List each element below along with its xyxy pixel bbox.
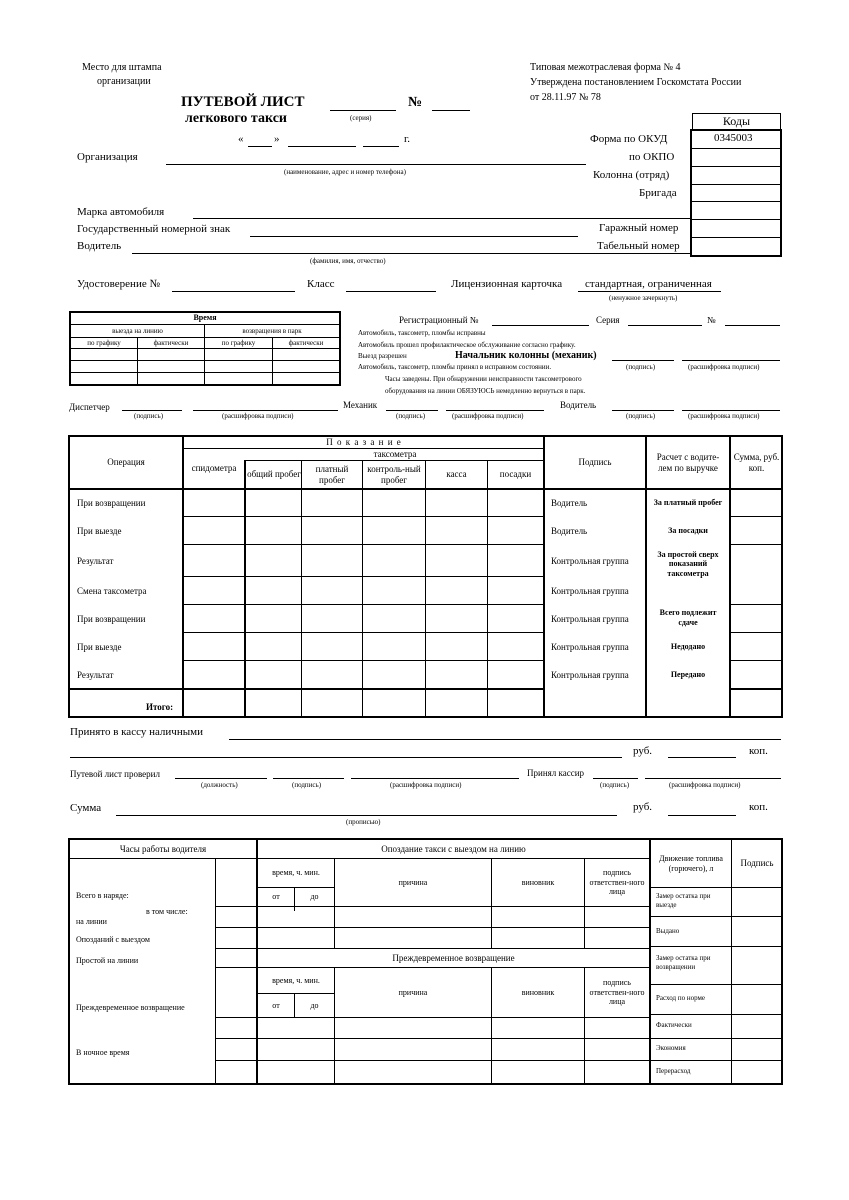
fuel-row-2: Выдано <box>656 927 680 935</box>
row-op-4: Смена таксометра <box>77 585 147 596</box>
service-line: Автомобиль прошел профилактическое обслуживание согласно графику. <box>358 341 576 349</box>
fuel-row-6: Экономия <box>656 1044 686 1052</box>
year-suffix: г. <box>404 133 411 145</box>
bottom-sign-header: Подпись <box>740 858 774 869</box>
cashier-decode[interactable] <box>645 778 781 779</box>
hours-row-5: Простой на линии <box>76 956 139 965</box>
sign-row-5: Контрольная группа <box>551 613 629 624</box>
license-card-caption: (ненужное зачеркнуть) <box>609 294 678 302</box>
late-header: Опоздание такси с выездом на линию <box>381 843 526 854</box>
hours-row-6: Преждевременное возвращение <box>76 1003 185 1012</box>
date-quote-open: « <box>238 133 244 145</box>
late-time: время, ч. мин. <box>272 868 320 878</box>
hours-row-1: Всего в наряде: <box>76 891 129 900</box>
okud-value: 0345003 <box>714 132 753 144</box>
row-op-6: При выезде <box>77 641 122 652</box>
doc-title: ПУТЕВОЙ ЛИСТ <box>181 94 305 110</box>
out-actual: фактически <box>153 338 189 347</box>
column-head-decode[interactable] <box>682 360 780 361</box>
driver-sign-label: Водитель <box>560 400 597 410</box>
codes-header: Коды <box>722 114 751 129</box>
checked-label: Путевой лист проверил <box>70 769 160 779</box>
hours-row-4: Опозданий с выездом <box>76 935 150 944</box>
sum-label: Сумма <box>70 802 102 814</box>
driver-decode-caption: (расшифровка подписи) <box>688 412 760 420</box>
dispatcher-sign[interactable] <box>122 410 182 411</box>
early-to: до <box>310 1000 319 1010</box>
ok-line: Автомобиль, таксометр, пломбы исправны <box>358 329 486 337</box>
row-op-5: При возвращении <box>77 613 146 624</box>
number-sign: № <box>408 95 423 110</box>
calc-row-2: За посадки <box>668 525 708 535</box>
checked-position-caption: (должность) <box>201 781 238 789</box>
column-head: Начальник колонны (механик) <box>455 350 597 361</box>
garage-label: Гаражный номер <box>599 222 679 234</box>
row-op-1: При возвращении <box>77 498 146 508</box>
license-label: Удостоверение № <box>77 278 160 290</box>
late-reason: причина <box>398 877 428 887</box>
cash-accepted-field[interactable] <box>229 739 781 740</box>
col-boardings: посадки <box>499 469 532 480</box>
fuel-row-3: Замер остатка при возвращении <box>656 954 711 972</box>
form-line-3: от 28.11.97 № 78 <box>530 92 601 103</box>
mechanic-sign-caption: (подпись) <box>396 412 426 420</box>
col-speedometer: спидометра <box>191 463 237 474</box>
class-label: Класс <box>307 278 335 290</box>
calc-row-1: За платный пробег <box>653 498 723 508</box>
stamp-label-2: организации <box>97 76 151 87</box>
cashier-label: Принял кассир <box>527 768 585 778</box>
license-card-field[interactable] <box>578 291 721 292</box>
driver-caption: (фамилия, имя, отчество) <box>310 257 386 265</box>
okud-label: Форма по ОКУД <box>590 133 668 145</box>
month-field[interactable] <box>288 146 356 147</box>
col-signature: Подпись <box>578 457 612 468</box>
time-title: Время <box>193 313 217 323</box>
checked-sign-caption: (подпись) <box>292 781 322 789</box>
col-total-run: общий пробег <box>247 469 301 480</box>
time-out: выезда на линию <box>112 326 163 335</box>
plate-field[interactable] <box>250 236 578 237</box>
cash-accepted-field-2[interactable] <box>70 757 622 758</box>
dispatcher-label: Диспетчер <box>69 402 110 412</box>
okpo-label: по ОКПО <box>629 151 675 163</box>
cash-accepted-label: Принято в кассу наличными <box>70 726 203 738</box>
calc-row-5: Недодано <box>670 641 706 651</box>
col-sum: Сумма, руб. коп. <box>733 451 780 473</box>
driver-sign-caption: (подпись) <box>626 412 656 420</box>
sign-row-2: Водитель <box>551 525 588 536</box>
late-culprit: виновник <box>521 877 555 887</box>
sum-rub: руб. <box>633 801 653 813</box>
driver-sign[interactable] <box>612 410 674 411</box>
year-field[interactable] <box>363 146 399 147</box>
sign-row-1: Водитель <box>551 498 588 508</box>
reg-series-field[interactable] <box>628 325 702 326</box>
fuel-row-1: Замер остатка при выезде <box>656 892 711 910</box>
form-line-1: Типовая межотраслевая форма № 4 <box>530 62 681 73</box>
checked-decode-caption: (расшифровка подписи) <box>390 781 462 789</box>
sign-row-6: Контрольная группа <box>551 641 629 652</box>
org-caption: (наименование, адрес и номер телефона) <box>284 168 406 176</box>
out-schedule: по графику <box>87 338 121 347</box>
early-time: время, ч. мин. <box>272 975 320 985</box>
early-culprit: виновник <box>521 987 555 997</box>
hours-header: Часы работы водителя <box>119 843 207 854</box>
cashier-decode-caption: (расшифровка подписи) <box>669 781 741 789</box>
plate-label: Государственный номерной знак <box>77 223 231 235</box>
hours-row-7: В ночное время <box>76 1048 130 1057</box>
col-calc: Расчет с водите-лем по выручке <box>656 451 720 473</box>
org-field[interactable] <box>166 164 586 165</box>
fuel-row-5: Фактически <box>656 1021 692 1029</box>
cash-rub: руб. <box>633 745 653 757</box>
row-total: Итого: <box>146 702 174 712</box>
form-line-2: Утверждена постановлением Госкомстата России <box>530 77 742 88</box>
sign-row-7: Контрольная группа <box>551 669 629 680</box>
decode-caption-1: (расшифровка подписи) <box>688 363 760 371</box>
fuel-row-4: Расход по норме <box>656 994 706 1002</box>
back-actual: фактически <box>288 338 324 347</box>
calc-row-6: Передано <box>670 669 706 679</box>
date-quote-close: » <box>274 133 280 145</box>
hours-row-3: на линии <box>76 917 107 926</box>
column-label: Колонна (отряд) <box>593 169 670 181</box>
calc-row-4: Всего подлежит сдаче <box>659 608 717 627</box>
cashier-sign[interactable] <box>593 778 638 779</box>
car-brand-field[interactable] <box>193 218 690 219</box>
row-op-2: При выезде <box>77 525 122 536</box>
checked-decode[interactable] <box>351 778 519 779</box>
back-schedule: по графику <box>221 338 256 347</box>
col-operation: Операция <box>107 457 145 468</box>
sum-field[interactable] <box>116 815 617 816</box>
row-op-7: Результат <box>77 669 114 680</box>
col-readings: П о к а з а н и е <box>326 437 402 448</box>
sum-kop: коп. <box>749 801 768 813</box>
driver-label: Водитель <box>77 240 122 252</box>
cash-kop-field[interactable] <box>668 757 736 758</box>
series-field[interactable] <box>330 110 396 111</box>
time-back: возвращения в парк <box>242 326 302 335</box>
dispatcher-decode[interactable] <box>193 410 338 411</box>
clock-line-2: оборудования на линии ОБЯЗУЮСЬ немедленно вернуться в парк. <box>385 387 586 395</box>
cash-kop: коп. <box>749 745 768 757</box>
sum-kop-field[interactable] <box>668 815 736 816</box>
dispatcher-sign-caption: (подпись) <box>134 412 164 420</box>
early-resp-sign: подпись ответствен-ного лица <box>589 978 645 1007</box>
class-field[interactable] <box>346 291 436 292</box>
checked-position[interactable] <box>175 778 267 779</box>
org-label: Организация <box>77 151 138 163</box>
brigade-label: Бригада <box>639 187 677 199</box>
clock-line-1: Часы заведены. При обнаружении неисправности таксометрового <box>385 375 582 383</box>
fuel-row-7: Перерасход <box>656 1067 691 1075</box>
late-from: от <box>272 892 280 902</box>
reg-no-label: Регистрационный № <box>399 315 479 325</box>
series-label: Серия <box>596 315 620 325</box>
col-paid-run: платный пробег <box>315 463 349 485</box>
departure-allowed: Выезд разрешен <box>358 352 407 360</box>
reg-no-field[interactable] <box>492 325 589 326</box>
number-field[interactable] <box>432 110 470 111</box>
stamp-label-1: Место для штампа <box>82 62 162 73</box>
col-taximeter: таксометра <box>373 448 417 459</box>
late-resp-sign: подпись ответствен-ного лица <box>589 868 645 897</box>
accepted-line: Автомобиль, таксометр, пломбы принял в исправном состоянии. <box>358 363 552 371</box>
calc-row-3: За простой сверх показаний таксометра <box>657 549 719 578</box>
sign-caption-1: (подпись) <box>626 363 656 371</box>
column-head-sign[interactable] <box>612 360 674 361</box>
series-caption: (серия) <box>350 114 372 122</box>
late-to: до <box>310 892 319 902</box>
license-card-label: Лицензионная карточка <box>451 278 563 290</box>
tab-label: Табельный номер <box>597 240 680 252</box>
dispatcher-decode-caption: (расшифровка подписи) <box>222 412 294 420</box>
day-field[interactable] <box>248 146 272 147</box>
mechanic-sign[interactable] <box>386 410 438 411</box>
early-header: Преждевременное возвращение <box>392 952 515 963</box>
doc-subtitle: легкового такси <box>185 111 287 126</box>
early-from: от <box>272 1000 280 1010</box>
driver-decode[interactable] <box>682 410 780 411</box>
row-op-3: Результат <box>77 555 114 566</box>
col-cash: касса <box>446 469 467 480</box>
checked-sign[interactable] <box>273 778 344 779</box>
early-reason: причина <box>398 987 428 997</box>
sign-row-4: Контрольная группа <box>551 585 629 596</box>
sum-caption: (прописью) <box>346 818 381 826</box>
mechanic-decode-caption: (расшифровка подписи) <box>452 412 524 420</box>
codes-header-cell <box>692 113 781 130</box>
car-brand-label: Марка автомобиля <box>77 206 165 218</box>
sign-row-3: Контрольная группа <box>551 555 629 566</box>
col-control-run: контроль-ный пробег <box>367 463 421 485</box>
cashier-sign-caption: (подпись) <box>600 781 630 789</box>
reg-number-sign: № <box>707 315 716 325</box>
reg-number-field[interactable] <box>725 325 780 326</box>
license-card-value: стандартная, ограниченная <box>585 278 712 290</box>
driver-field[interactable] <box>132 253 690 254</box>
fuel-header: Движение топлива (горючего), л <box>659 853 723 873</box>
license-field[interactable] <box>172 291 295 292</box>
mechanic-label: Механик <box>343 400 378 410</box>
hours-row-2: в том числе: <box>146 907 188 916</box>
mechanic-decode[interactable] <box>446 410 544 411</box>
